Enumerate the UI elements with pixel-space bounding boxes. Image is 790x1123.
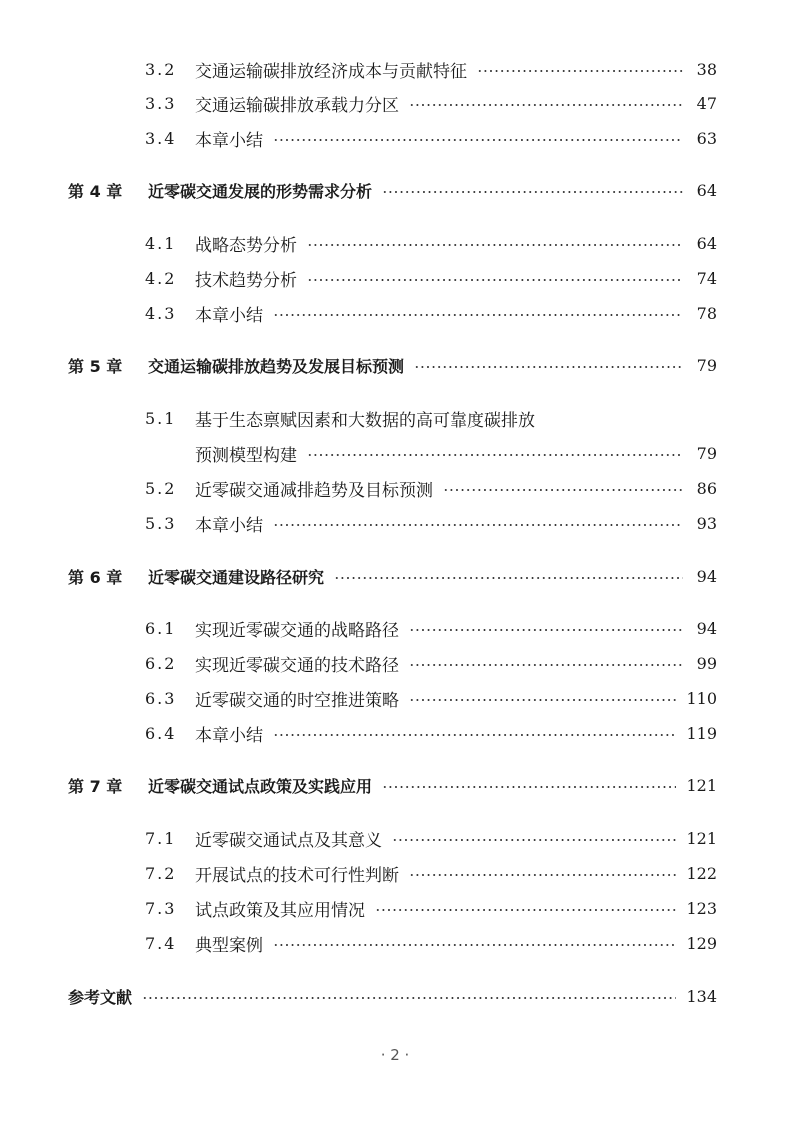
section-title: 开展试点的技术可行性判断 <box>195 865 399 886</box>
dot-leader <box>477 70 683 72</box>
dot-leader <box>307 454 683 456</box>
page-number: 121 <box>686 775 717 795</box>
section-number: 6.2 <box>145 653 177 673</box>
page-number: 134 <box>686 986 717 1006</box>
toc-entry-3-2[interactable] <box>145 57 717 81</box>
dot-leader <box>307 244 683 246</box>
dot-leader <box>273 944 676 946</box>
section-title: 基于生态禀赋因素和大数据的高可靠度碳排放 <box>195 410 535 431</box>
dot-leader <box>334 577 683 579</box>
section-number: 3.3 <box>145 93 177 113</box>
toc-entry-5-2[interactable] <box>145 476 717 500</box>
page-number: 94 <box>696 566 717 586</box>
section-title: 本章小结 <box>195 515 263 536</box>
toc-entry-5-3[interactable] <box>145 511 717 535</box>
dot-leader <box>409 699 676 701</box>
section-title: 典型案例 <box>195 935 263 956</box>
section-number: 5.3 <box>145 513 177 533</box>
section-number: 5.2 <box>145 478 177 498</box>
dot-leader <box>409 664 683 666</box>
section-number: 5.1 <box>145 408 177 428</box>
page-number: 86 <box>696 478 717 498</box>
dot-leader <box>409 874 676 876</box>
section-title: 近零碳交通减排趋势及目标预测 <box>195 480 433 501</box>
section-number: 7.2 <box>145 863 177 883</box>
toc-entry-7-2[interactable] <box>145 861 717 885</box>
page-number: 129 <box>686 933 717 953</box>
dot-leader <box>414 366 683 368</box>
page-number: 122 <box>686 863 717 883</box>
section-title: 近零碳交通试点及其意义 <box>195 830 382 851</box>
toc-entry-5-1[interactable] <box>145 406 717 430</box>
page-number: 64 <box>696 233 717 253</box>
toc-entry-6-1[interactable] <box>145 616 717 640</box>
section-title: 战略态势分析 <box>195 235 297 256</box>
dot-leader <box>382 191 683 193</box>
chapter-number: 第 5 章 <box>68 356 123 376</box>
section-title: 交通运输碳排放承载力分区 <box>195 95 399 116</box>
section-title: 实现近零碳交通的技术路径 <box>195 655 399 676</box>
section-number: 7.1 <box>145 828 177 848</box>
section-number: 3.2 <box>145 59 177 79</box>
toc-entry-3-4[interactable] <box>145 126 717 150</box>
section-title: 试点政策及其应用情况 <box>195 900 365 921</box>
section-title: 实现近零碳交通的战略路径 <box>195 620 399 641</box>
toc-entry-6-2[interactable] <box>145 651 717 675</box>
page-number: 74 <box>696 268 717 288</box>
dot-leader <box>409 104 683 106</box>
toc-entry-7-1[interactable] <box>145 826 717 850</box>
toc-entry-5-1-continued[interactable] <box>195 441 717 465</box>
dot-leader <box>142 997 676 999</box>
section-number: 6.4 <box>145 723 177 743</box>
toc-entry-4-2[interactable] <box>145 266 717 290</box>
toc-entry-4-1[interactable] <box>145 231 717 255</box>
dot-leader <box>392 839 676 841</box>
toc-entry-6-4[interactable] <box>145 721 717 745</box>
toc-entry-6-3[interactable] <box>145 686 717 710</box>
toc-entry-4-3[interactable] <box>145 301 717 325</box>
page-number: 47 <box>696 93 717 113</box>
section-number: 6.3 <box>145 688 177 708</box>
section-title: 技术趋势分析 <box>195 270 297 291</box>
section-number: 3.4 <box>145 128 177 148</box>
section-number: 7.4 <box>145 933 177 953</box>
page-number: 79 <box>696 443 717 463</box>
dot-leader <box>382 786 676 788</box>
dot-leader <box>273 524 683 526</box>
toc-chapter-5[interactable] <box>68 353 717 377</box>
section-number: 4.2 <box>145 268 177 288</box>
page-number: 123 <box>686 898 717 918</box>
page-number: 119 <box>686 723 717 743</box>
page-number: 110 <box>686 688 717 708</box>
dot-leader <box>375 909 676 911</box>
page-number: 94 <box>696 618 717 638</box>
section-number: 4.1 <box>145 233 177 253</box>
section-title: 本章小结 <box>195 130 263 151</box>
page-number: 64 <box>696 180 717 200</box>
section-number: 7.3 <box>145 898 177 918</box>
section-title-continued: 预测模型构建 <box>195 445 297 466</box>
dot-leader <box>409 629 683 631</box>
page-number: 38 <box>696 59 717 79</box>
dot-leader <box>273 139 683 141</box>
page-number: 93 <box>696 513 717 533</box>
chapter-title: 交通运输碳排放趋势及发展目标预测 <box>148 356 405 376</box>
chapter-title: 近零碳交通发展的形势需求分析 <box>148 181 373 201</box>
references-title: 参考文献 <box>68 987 133 1007</box>
section-title: 本章小结 <box>195 725 263 746</box>
section-title: 本章小结 <box>195 305 263 326</box>
page-number: 63 <box>696 128 717 148</box>
chapter-number: 第 4 章 <box>68 181 123 201</box>
page-number: 121 <box>686 828 717 848</box>
chapter-number: 第 6 章 <box>68 567 123 587</box>
toc-references[interactable] <box>68 984 717 1008</box>
page-number: 79 <box>696 355 717 375</box>
section-number: 4.3 <box>145 303 177 323</box>
section-number: 6.1 <box>145 618 177 638</box>
dot-leader <box>273 314 683 316</box>
dot-leader <box>273 734 676 736</box>
page-footer-number: · 2 · <box>380 1046 410 1064</box>
dot-leader <box>443 489 683 491</box>
toc-chapter-4[interactable] <box>68 178 717 202</box>
toc-chapter-7[interactable] <box>68 773 717 797</box>
page-number: 78 <box>696 303 717 323</box>
section-title: 近零碳交通的时空推进策略 <box>195 690 399 711</box>
chapter-title: 近零碳交通建设路径研究 <box>148 567 325 587</box>
toc-entry-7-3[interactable] <box>145 896 717 920</box>
page-number: 99 <box>696 653 717 673</box>
dot-leader <box>307 279 683 281</box>
toc-chapter-6[interactable] <box>68 564 717 588</box>
chapter-number: 第 7 章 <box>68 776 123 796</box>
section-title: 交通运输碳排放经济成本与贡献特征 <box>195 61 467 82</box>
toc-entry-7-4[interactable] <box>145 931 717 955</box>
toc-entry-3-3[interactable] <box>145 91 717 115</box>
chapter-title: 近零碳交通试点政策及实践应用 <box>148 776 373 796</box>
